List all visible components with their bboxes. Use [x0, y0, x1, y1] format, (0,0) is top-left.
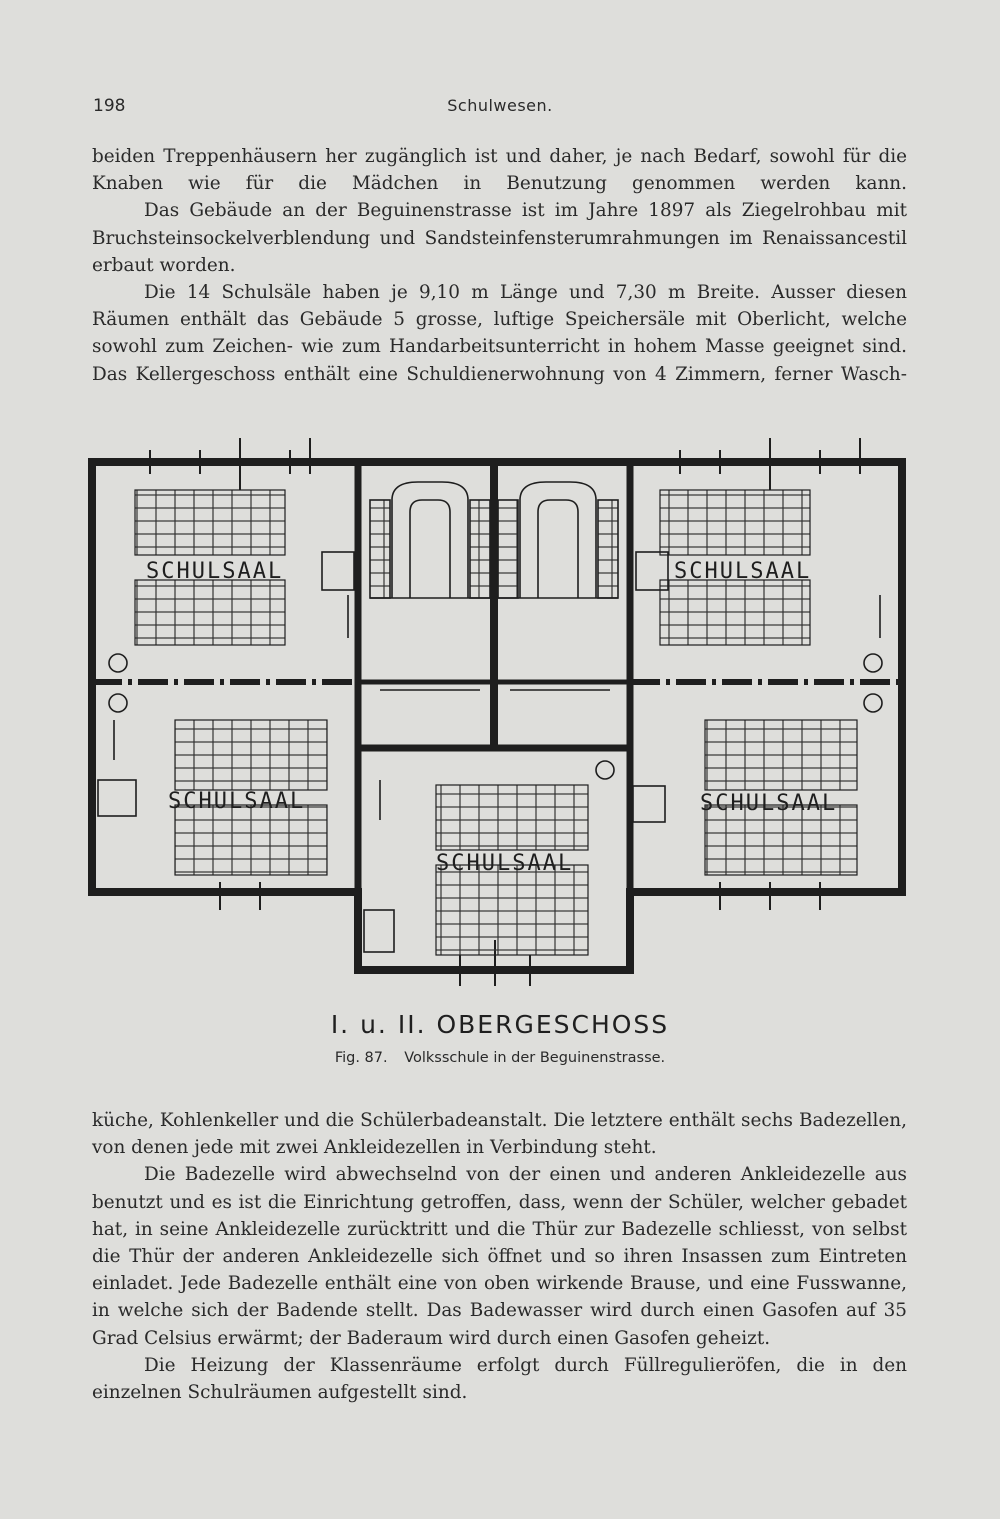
figure-caption: [0, 1050, 1000, 1066]
paragraph: Die Badezelle wird abwechselnd von der einen und anderen Ankleidezelle aus benutzt und es ist die Einrichtung getroffen, dass, wenn der Schüler, welcher gebadet hat, in seine Ankleidezelle zurücktritt und die Thür zur Badezelle schliesst, von selbst die Thür der anderen Ankleidezelle sich öffnet und so ihren Insassen zum Eintreten einladet. Jede Badezelle enthält eine von oben wirkende Brause, und eine Fusswanne, in welche sich der Badende stellt. Das Badewasser wird durch einen Gasofen auf 35 Grad Celsius erwärmt; der Baderaum wird durch einen Gasofen geheizt.: [92, 1164, 907, 1349]
bottom-text-block: [92, 1107, 907, 1406]
plan-title: I. u. II. OBERGESCHOSS: [330, 1010, 670, 1039]
floor-plan: [80, 430, 910, 990]
room-label: SCHULSAAL: [146, 559, 284, 584]
room-label: SCHULSAAL: [700, 791, 838, 816]
paragraph: Die 14 Schulsäle haben je 9,10 m Länge und 7,30 m Breite. Ausser diesen Räumen enthält das Gebäude 5 grosse, luftige Speichersäle mit Oberlicht, welche sowohl zum Zeichen- wie zum Handarbeitsunterricht in hohem Masse geeignet sind. Das Kellergeschoss enthält eine Schuldienerwohnung von 4 Zimmern, ferner Wasch-: [92, 282, 907, 385]
paragraph: beiden Treppenhäusern her zugänglich ist und daher, je nach Bedarf, sowohl für die Knaben wie für die Mädchen in Benutzung genommen werden kann.: [92, 146, 907, 195]
page-number: 198: [93, 96, 126, 116]
paragraph: küche, Kohlenkeller und die Schülerbadeanstalt. Die letztere enthält sechs Badezellen, von denen jede mit zwei Ankleidezellen in Verbindung steht.: [92, 1110, 907, 1159]
room-label: SCHULSAAL: [436, 851, 574, 876]
room-label: SCHULSAAL: [674, 559, 812, 584]
paragraph: Die Heizung der Klassenräume erfolgt durch Füllregulieröfen, die in den einzelnen Schulräumen aufgestellt sind.: [92, 1354, 907, 1404]
paragraph: Das Gebäude an der Beguinenstrasse ist im Jahre 1897 als Ziegelrohbau mit Bruchsteinsockelverblendung und Sandsteinfensterumrahmungen im Renaissancestil erbaut worden.: [92, 200, 907, 276]
caption-number: Fig. 87.: [334, 1050, 388, 1066]
room-label: SCHULSAAL: [168, 789, 306, 814]
top-text-block: [92, 143, 907, 388]
running-title: Schulwesen.: [447, 96, 553, 115]
caption-text: Volksschule in der Beguinenstrasse.: [404, 1050, 666, 1066]
